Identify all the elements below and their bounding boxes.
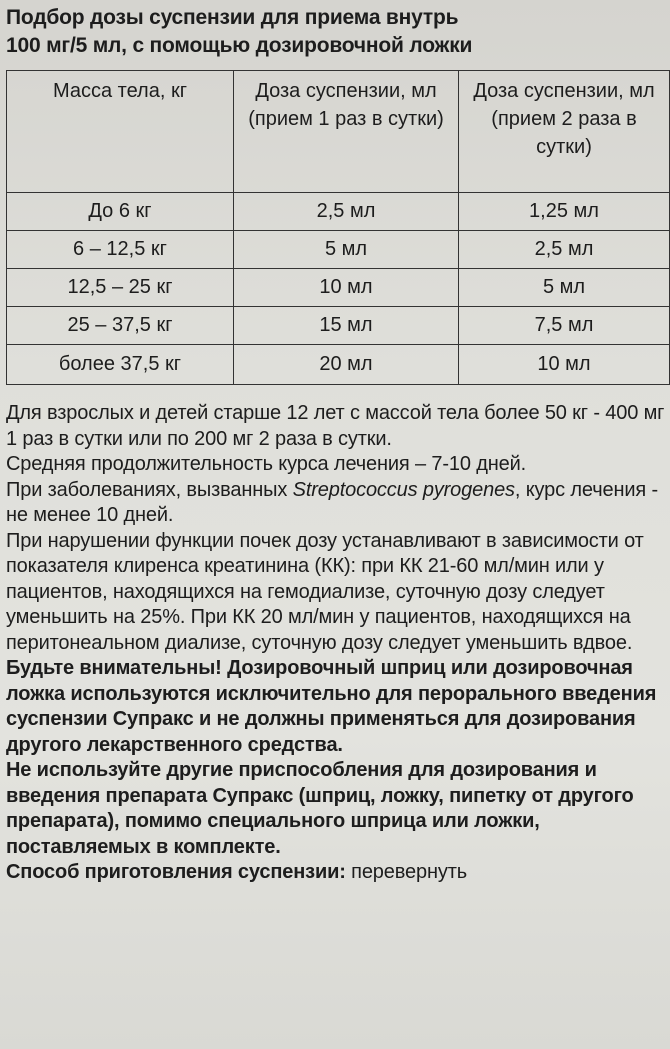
preparation-paragraph <box>6 860 670 886</box>
cell-dose-once: 15 мл <box>234 307 459 345</box>
duration-paragraph: Средняя продолжительность курса лечения – 7-10 дней. <box>6 453 527 475</box>
bacteria-name: Streptococcus pyrogenes <box>292 478 515 501</box>
header-body-weight: Масса тела, кг <box>7 71 234 193</box>
cell-weight: более 37,5 кг <box>7 345 234 385</box>
cell-weight: 12,5 – 25 кг <box>7 269 234 307</box>
header-dose-once-daily: Доза суспензии, мл (прием 1 раз в сутки) <box>234 71 459 193</box>
adult-dose-paragraph: Для взрослых и детей старше 12 лет с массой тела более 50 кг - 400 мг 1 раз в сутки или по 200 мг 2 раза в сутки. <box>6 402 665 450</box>
instructions-text <box>6 401 670 886</box>
strep-text-after: , курс лечения - не менее 10 дней. <box>6 478 658 526</box>
cell-dose-twice: 10 мл <box>459 345 670 385</box>
cell-dose-twice: 1,25 мл <box>459 193 670 231</box>
preparation-text: перевернуть <box>345 861 467 883</box>
table-row <box>7 269 670 307</box>
cell-dose-twice: 2,5 мл <box>459 231 670 269</box>
header-dose-twice-daily: Доза суспензии, мл (прием 2 раза в сутки) <box>459 71 670 193</box>
streptococcus-paragraph <box>6 478 670 529</box>
heading-line-1: Подбор дозы суспензии для приема внутрь <box>6 6 459 29</box>
dose-table <box>6 70 670 385</box>
cell-dose-twice: 7,5 мл <box>459 307 670 345</box>
kidney-dose-paragraph: При нарушении функции почек дозу устанавливают в зависимости от показателя клиренса креатинина (КК): при КК 21-60 мл/мин или у пациентов, находящихся на гемодиализе, суточную дозу следует уменьшить на 25%. При КК 20 мл/мин у пациентов, находящихся на перитонеальном диализе, суточную дозу следует уменьшить вдвое. <box>6 529 644 654</box>
warning-paragraph: Будьте внимательны! Дозировочный шприц или дозировочная ложка используются исключительно для перорального введения суспензии Супракс и не должны применяться для дозирования другого лекарственного средства. <box>6 657 657 756</box>
cell-weight: 6 – 12,5 кг <box>7 231 234 269</box>
cell-dose-once: 5 мл <box>234 231 459 269</box>
table-row <box>7 307 670 345</box>
cell-weight: 25 – 37,5 кг <box>7 307 234 345</box>
strep-text-before: При заболеваниях, вызванных <box>6 478 293 501</box>
cell-dose-once: 10 мл <box>234 269 459 307</box>
table-row <box>7 193 670 231</box>
heading-line-2: 100 мг/5 мл, с помощью дозировочной ложки <box>6 34 473 57</box>
table-row <box>7 345 670 385</box>
table-header-row <box>7 71 670 193</box>
cell-weight: До 6 кг <box>7 193 234 231</box>
table-row <box>7 231 670 269</box>
section-heading <box>6 4 666 60</box>
no-other-devices-paragraph: Не используйте другие приспособления для дозирования и введения препарата Супракс (шприц, ложку, пипетку от другого препарата), помимо специального шприца или ложки, поставляемых в комплекте. <box>6 759 634 858</box>
cell-dose-twice: 5 мл <box>459 269 670 307</box>
cell-dose-once: 20 мл <box>234 345 459 385</box>
cell-dose-once: 2,5 мл <box>234 193 459 231</box>
preparation-label: Способ приготовления суспензии: <box>6 861 346 883</box>
